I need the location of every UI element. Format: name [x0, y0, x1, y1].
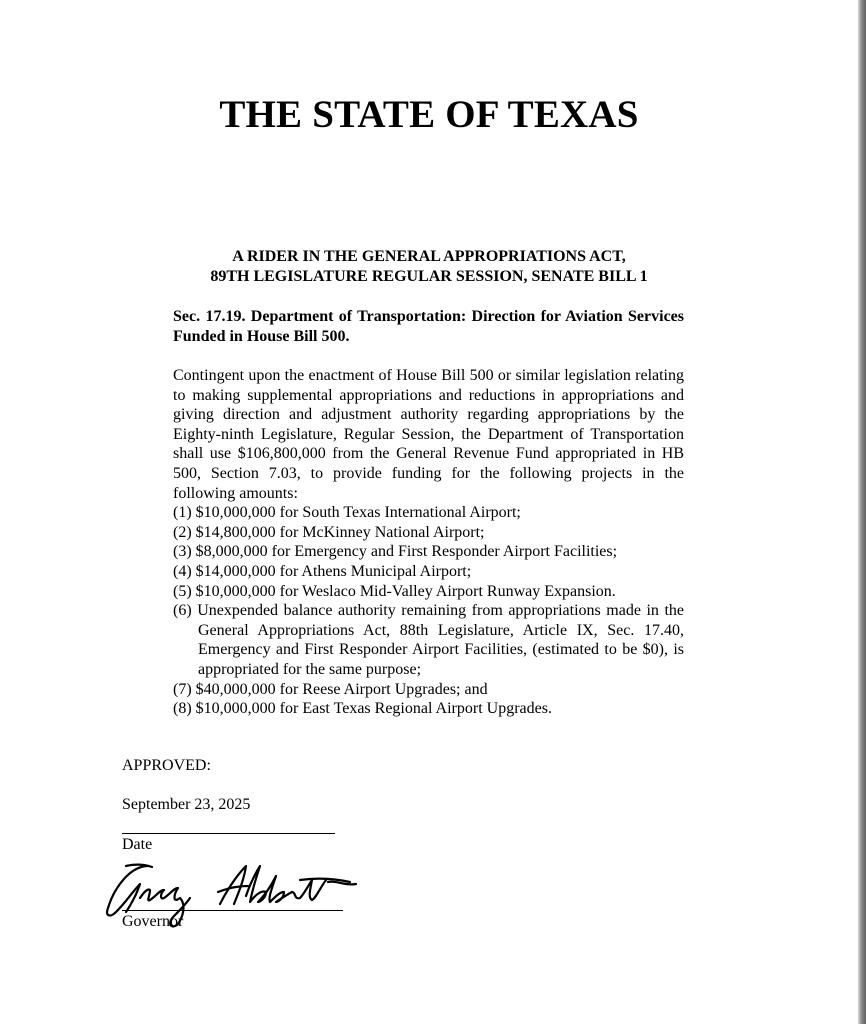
list-item: (2) $14,800,000 for McKinney National Airport;	[173, 523, 485, 541]
rider-heading-line-2: 89TH LEGISLATURE REGULAR SESSION, SENATE BILL 1	[210, 268, 648, 285]
approval-date: September 23, 2025	[122, 796, 251, 813]
date-signature-line	[122, 833, 335, 834]
governor-label: Governor	[122, 913, 184, 930]
list-item: (7) $40,000,000 for Reese Airport Upgrades; and	[173, 680, 488, 698]
list-item: (5) $10,000,000 for Weslaco Mid-Valley Airport Runway Expansion.	[173, 582, 616, 600]
approved-label: APPROVED:	[122, 757, 211, 774]
list-item: (4) $14,000,000 for Athens Municipal Airport;	[173, 562, 472, 580]
list-item: (3) $8,000,000 for Emergency and First Responder Airport Facilities;	[173, 543, 618, 561]
page-title: THE STATE OF TEXAS	[219, 93, 639, 136]
date-label: Date	[122, 836, 153, 853]
section-intro: Contingent upon the enactment of House Bill 500 or similar legislation relating to making supplemental appropriations and reductions in appropriations and giving direction and adjustment authority regarding appropriations by the Eighty-ninth Legislature, Regular Session, the Department of Transportation shall use $106,800,000 from the General Revenue Fund appropriated in HB 500, Section 7.03, to provide funding for the following projects in the following amounts:	[173, 367, 684, 502]
section-heading: Sec. 17.19. Department of Transportation: Direction for Aviation Services Funded in House Bill 500.	[173, 308, 684, 345]
page-edge-shadow	[858, 0, 866, 1024]
list-item: (8) $10,000,000 for East Texas Regional Airport Upgrades.	[173, 700, 552, 718]
section-body	[173, 366, 684, 719]
list-item: (1) $10,000,000 for South Texas International Airport;	[173, 504, 521, 522]
project-list	[173, 503, 684, 719]
list-item: (6) Unexpended balance authority remaining from appropriations made in the General Appropriations Act, 88th Legislature, Article IX, Sec. 17.40, Emergency and First Responder Airport Facilities, (estimated to be $0), is appropriated for the same purpose;	[173, 602, 684, 678]
rider-heading	[140, 247, 718, 287]
rider-heading-line-1: A RIDER IN THE GENERAL APPROPRIATIONS ACT,	[232, 248, 626, 265]
governor-signature	[100, 858, 380, 930]
